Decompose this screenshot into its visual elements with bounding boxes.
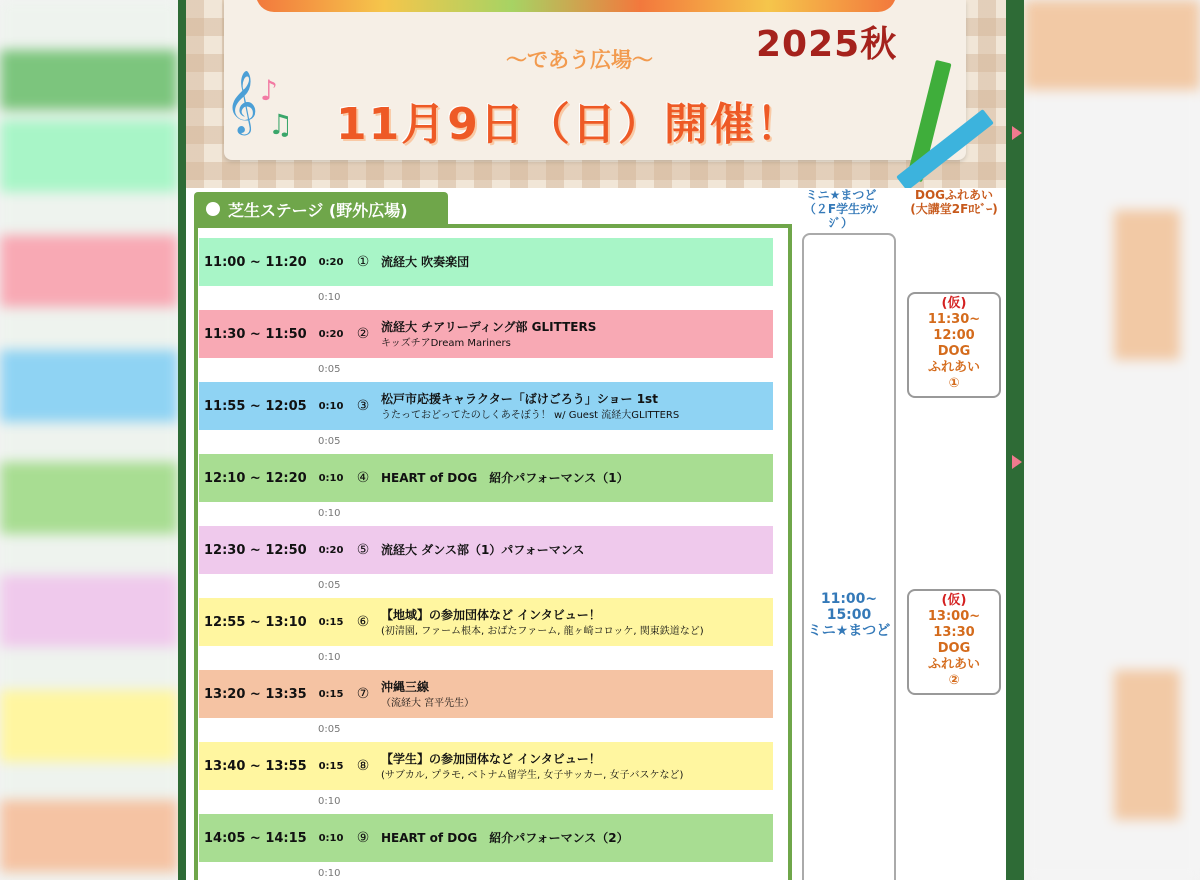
mini-header-line2: （２F学生ﾗｳﾝｼﾞ） xyxy=(803,202,879,230)
row-duration: 0:20 xyxy=(318,256,344,268)
mini-event-box xyxy=(802,233,896,880)
row-subtitle: キッズチアDream Mariners xyxy=(381,338,511,349)
gap-duration: 0:05 xyxy=(318,580,341,591)
mini-header-line1: ミニ★まつど xyxy=(805,188,877,202)
row-description xyxy=(375,317,773,351)
row-description xyxy=(375,252,773,272)
row-title: 松戸市応援キャラクター「ばけごろう」ショー 1st xyxy=(381,392,658,406)
gap-duration: 0:10 xyxy=(318,868,341,879)
row-duration: 0:10 xyxy=(318,472,344,484)
schedule-row xyxy=(199,670,773,718)
dog-slot-time-end: 13:30 xyxy=(933,625,975,640)
row-time: 12:30 ~ 12:50 xyxy=(204,542,307,558)
row-time: 11:55 ~ 12:05 xyxy=(204,398,307,414)
row-description xyxy=(375,389,773,423)
blurred-backdrop-left xyxy=(0,0,178,880)
music-note-icon: ♪ xyxy=(260,74,278,107)
schedule-row xyxy=(199,238,773,286)
row-title: 【地域】の参加団体など インタビュー！ xyxy=(381,608,601,622)
row-time: 14:05 ~ 14:15 xyxy=(204,830,307,846)
row-number: ③ xyxy=(356,398,370,414)
schedule-row xyxy=(199,382,773,430)
dog-slot xyxy=(907,589,1001,695)
frame-decoration xyxy=(1012,455,1022,469)
dog-header-line1: DOGふれあい xyxy=(914,188,993,202)
banner-subtitle: ～であう広場～ xyxy=(506,48,653,72)
gap-duration: 0:05 xyxy=(318,364,341,375)
dog-header-line2: (大講堂2Fﾛﾋﾞｰ) xyxy=(910,202,998,216)
schedule-row xyxy=(199,310,773,358)
mini-time-end: 15:00 xyxy=(826,607,872,623)
mini-event-label: ミニ★まつど xyxy=(807,623,891,639)
schedule-row xyxy=(199,814,773,862)
dog-slot-time-start: 13:00~ xyxy=(927,609,981,624)
row-number: ① xyxy=(356,254,370,270)
schedule-row xyxy=(199,454,773,502)
mini-column-header xyxy=(796,188,886,230)
banner-date: 11月9日（日）開催！ xyxy=(336,99,802,150)
row-title: 沖縄三線 xyxy=(381,680,430,694)
row-number: ⑥ xyxy=(356,614,370,630)
schedule-row xyxy=(199,526,773,574)
banner-title-decoration xyxy=(256,0,896,12)
mini-event-text xyxy=(804,591,894,639)
dog-slot-line2: ふれあい xyxy=(927,360,980,375)
row-time: 11:30 ~ 11:50 xyxy=(204,326,307,342)
gap-duration: 0:10 xyxy=(318,652,341,663)
row-description xyxy=(375,468,773,488)
schedule-content xyxy=(186,188,1006,880)
row-time: 11:00 ~ 11:20 xyxy=(204,254,307,270)
row-title: HEART of DOG 紹介パフォーマンス（1） xyxy=(381,471,629,485)
row-number: ④ xyxy=(356,470,370,486)
row-duration: 0:20 xyxy=(318,328,344,340)
gap-duration: 0:05 xyxy=(318,724,341,735)
blurred-backdrop-right xyxy=(1024,0,1200,880)
stage-label: 芝生ステージ (野外広場) xyxy=(228,200,408,220)
frame-left xyxy=(178,0,186,880)
row-time: 13:20 ~ 13:35 xyxy=(204,686,307,702)
row-title: HEART of DOG 紹介パフォーマンス（2） xyxy=(381,831,629,845)
row-duration: 0:10 xyxy=(318,400,344,412)
dog-slot xyxy=(907,292,1001,398)
row-time: 13:40 ~ 13:55 xyxy=(204,758,307,774)
row-subtitle: (サブカル, プラモ, ベトナム留学生, 女子サッカー, 女子バスケなど) xyxy=(381,770,684,781)
gap-duration: 0:10 xyxy=(318,508,341,519)
mini-time-start: 11:00~ xyxy=(820,591,878,607)
dog-slot-number: ① xyxy=(948,376,960,391)
row-subtitle: うたっておどってたのしくあそぼう！ w/ Guest 流経大GLITTERS xyxy=(381,410,680,421)
gap-duration: 0:10 xyxy=(318,292,341,303)
music-notes-icon: ♫ xyxy=(268,108,294,141)
gap-duration: 0:10 xyxy=(318,796,341,807)
row-number: ⑨ xyxy=(356,830,370,846)
row-title: 【学生】の参加団体など インタビュー！ xyxy=(381,752,601,766)
row-number: ⑧ xyxy=(356,758,370,774)
row-time: 12:10 ~ 12:20 xyxy=(204,470,307,486)
banner-year: 2025秋 xyxy=(756,24,898,65)
row-time: 12:55 ~ 13:10 xyxy=(204,614,307,630)
row-description xyxy=(375,677,773,711)
frame-decoration xyxy=(1012,126,1022,140)
gap-duration: 0:05 xyxy=(318,436,341,447)
dog-column-header xyxy=(902,188,1006,216)
row-title: 流経大 ダンス部（1）パフォーマンス xyxy=(381,543,585,557)
dog-slot-number: ② xyxy=(948,673,960,688)
treble-clef-icon: 𝄞 xyxy=(226,70,258,133)
dog-slot-line1: DOG xyxy=(937,641,971,656)
row-description xyxy=(375,749,773,783)
row-title: 流経大 チアリーディング部 GLITTERS xyxy=(381,320,597,334)
stage-tab xyxy=(194,192,448,226)
dog-slot-tag: (仮) xyxy=(941,593,967,608)
row-number: ⑦ xyxy=(356,686,370,702)
row-duration: 0:10 xyxy=(318,832,344,844)
row-duration: 0:15 xyxy=(318,616,344,628)
bullet-icon xyxy=(206,202,220,216)
dog-slot-tag: (仮) xyxy=(941,296,967,311)
row-description xyxy=(375,828,773,848)
row-title: 流経大 吹奏楽団 xyxy=(381,255,470,269)
row-number: ② xyxy=(356,326,370,342)
row-duration: 0:15 xyxy=(318,688,344,700)
row-number: ⑤ xyxy=(356,542,370,558)
schedule-row xyxy=(199,742,773,790)
dog-slot-line1: DOG xyxy=(937,344,971,359)
row-subtitle: （流経大 宮平先生） xyxy=(381,698,475,709)
row-subtitle: (初清園, ファーム根本, おばたファーム, 龍ヶ崎コロッケ, 関東鉄道など) xyxy=(381,626,704,637)
schedule-row xyxy=(199,598,773,646)
dog-slot-line2: ふれあい xyxy=(927,657,980,672)
dog-slot-time-start: 11:30~ xyxy=(927,312,981,327)
row-duration: 0:20 xyxy=(318,544,344,556)
row-description xyxy=(375,540,773,560)
row-description xyxy=(375,605,773,639)
header-banner xyxy=(186,0,1006,188)
row-duration: 0:15 xyxy=(318,760,344,772)
dog-slot-time-end: 12:00 xyxy=(933,328,975,343)
